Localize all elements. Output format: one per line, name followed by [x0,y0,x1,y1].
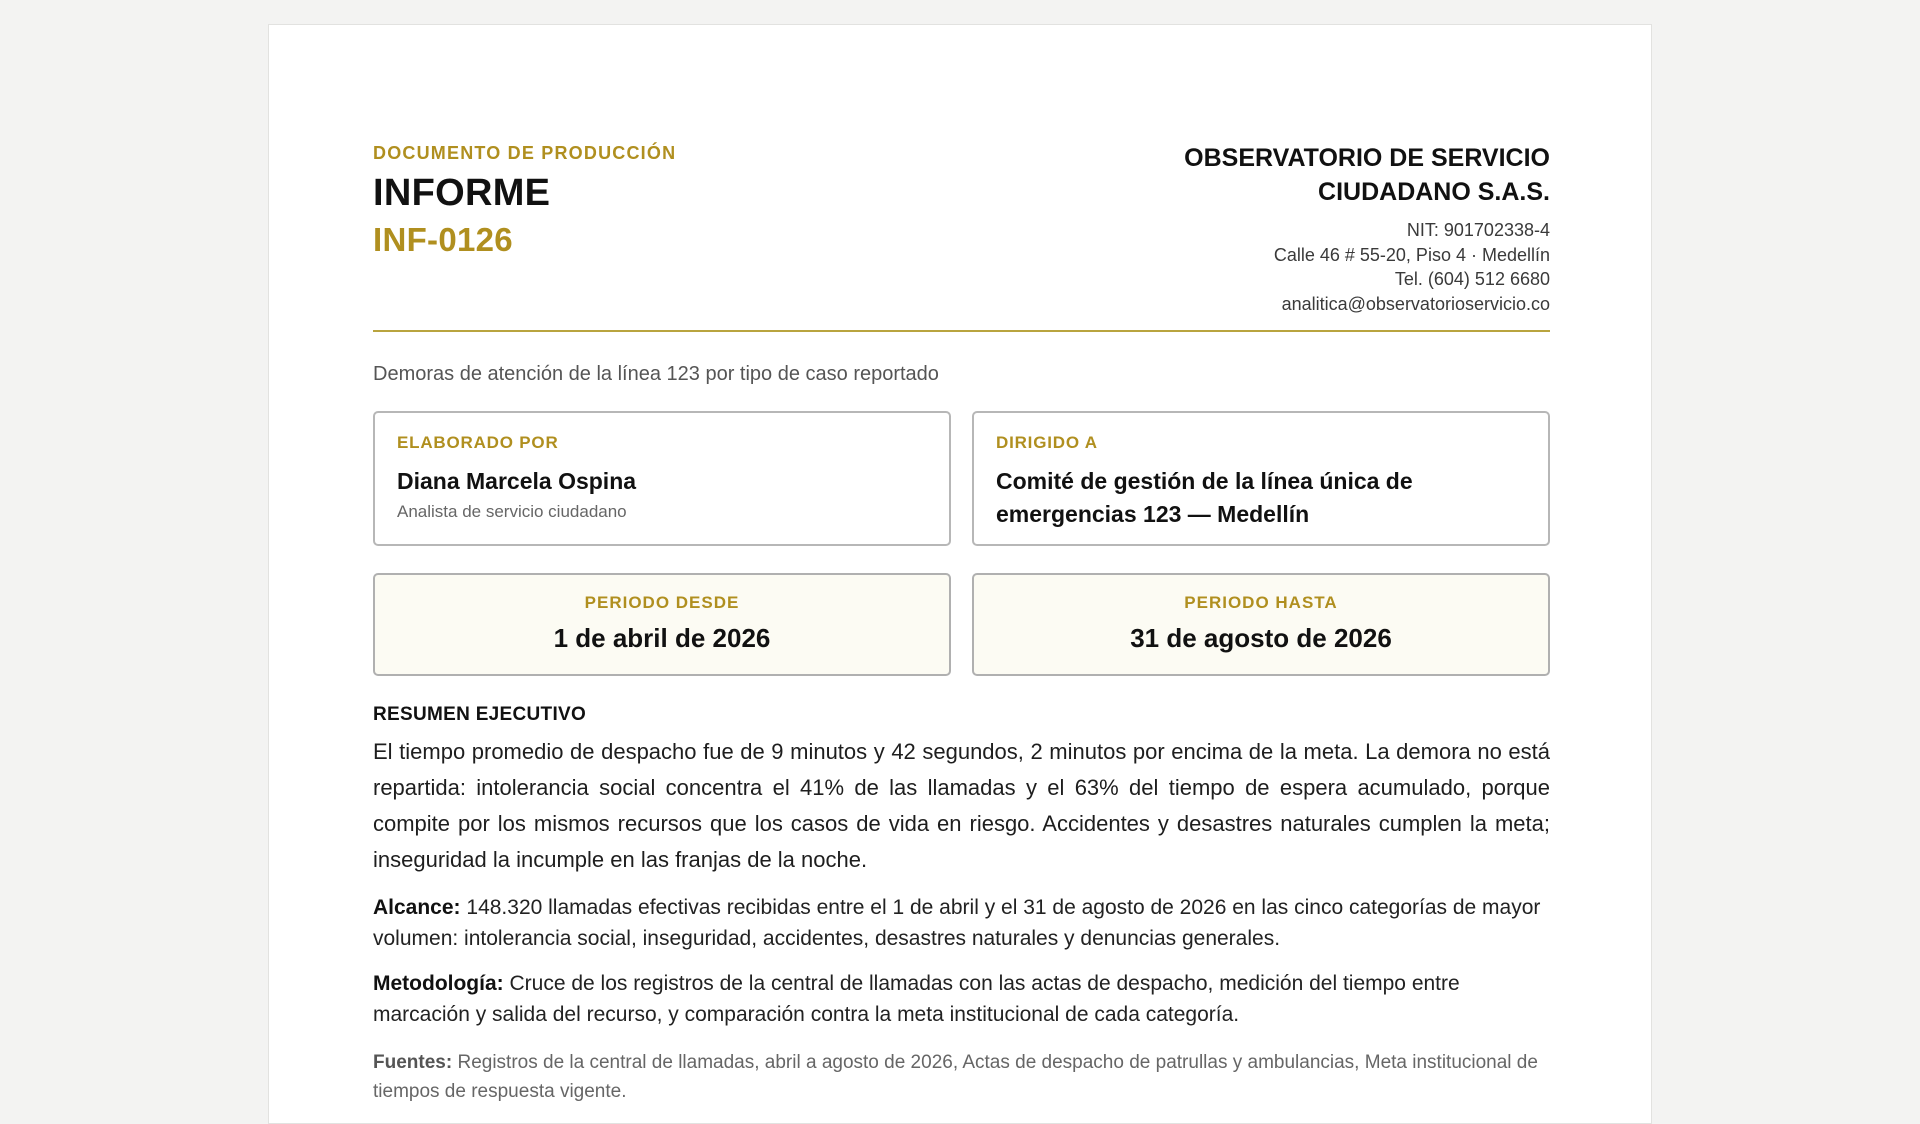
addressed-to-card [972,411,1550,546]
period-to-label: PERIODO HASTA [1184,593,1338,612]
prepared-by-card [373,411,951,546]
period-from-box [373,573,951,676]
summary-text: El tiempo promedio de despacho fue de 9 minutos y 42 segundos, 2 minutos por encima de la meta. La demora no está repartida: intolerancia social concentra el 41% de las llamadas y el 63% del tiempo de espera acumulado, porque compite por los mismos recursos que los casos de vida en riesgo. Accidentes y desastres naturales cumplen la meta; inseguridad la incumple en las franjas de la noche. [373,739,1550,872]
document-header [373,115,1550,316]
addressed-to-label: DIRIGIDO A [996,433,1098,452]
organization-name-line1: OBSERVATORIO DE SERVICIO [1184,144,1550,172]
scope-text: 148.320 llamadas efectivas recibidas entre el 1 de abril y el 31 de agosto de 2026 en las cinco categorías de mayor volumen: intolerancia social, inseguridad, accidentes, desastres naturales y denuncias generales. [373,896,1541,950]
scope-paragraph [373,892,1550,954]
period-to-value: 31 de agosto de 2026 [1130,623,1392,653]
methodology-label: Metodología: [373,972,504,995]
prepared-by-label: ELABORADO POR [397,433,559,452]
organization-block [1184,141,1550,316]
document-page [268,24,1652,1124]
sources-paragraph [373,1048,1550,1106]
organization-address: Calle 46 # 55-20, Piso 4 · Medellín [1273,244,1550,265]
period-to-box [972,573,1550,676]
sources-label: Fuentes: [373,1052,453,1073]
document-kicker: DOCUMENTO DE PRODUCCIÓN [373,143,677,163]
prepared-by-role: Analista de servicio ciudadano [397,502,627,521]
organization-nit: NIT: 901702338-4 [1406,220,1550,240]
scope-label: Alcance: [373,896,461,919]
organization-email: analitica@observatorioservicio.co [1281,293,1550,314]
organization-phone: Tel. (604) 512 6680 [1394,269,1550,289]
sources-text: Registros de la central de llamadas, abril a agosto de 2026, Actas de despacho de patrullas y ambulancias, Meta institucional de tiempos de respuesta vigente. [373,1052,1538,1102]
document-title: INFORME [373,172,551,214]
addressed-to-name: Comité de gestión de la línea única de emergencias 123 — Medellín [996,468,1413,527]
header-divider [373,330,1550,332]
summary-heading: RESUMEN EJECUTIVO [373,704,587,725]
period-from-value: 1 de abril de 2026 [553,623,771,653]
document-subtitle: Demoras de atención de la línea 123 por tipo de caso reportado [373,363,939,385]
document-number: INF-0126 [373,221,513,258]
methodology-text: Cruce de los registros de la central de llamadas con las actas de despacho, medición del tiempo entre marcación y salida del recurso, y comparación contra la meta institucional de cada categoría. [373,972,1460,1026]
document-identity [373,115,676,259]
period-from-label: PERIODO DESDE [584,593,740,612]
organization-name-line2: CIUDADANO S.A.S. [1318,178,1550,206]
period-row [373,573,1550,676]
methodology-paragraph [373,968,1550,1030]
parties-row [373,411,1550,546]
document-content [373,115,1550,1106]
prepared-by-name: Diana Marcela Ospina [397,468,637,494]
